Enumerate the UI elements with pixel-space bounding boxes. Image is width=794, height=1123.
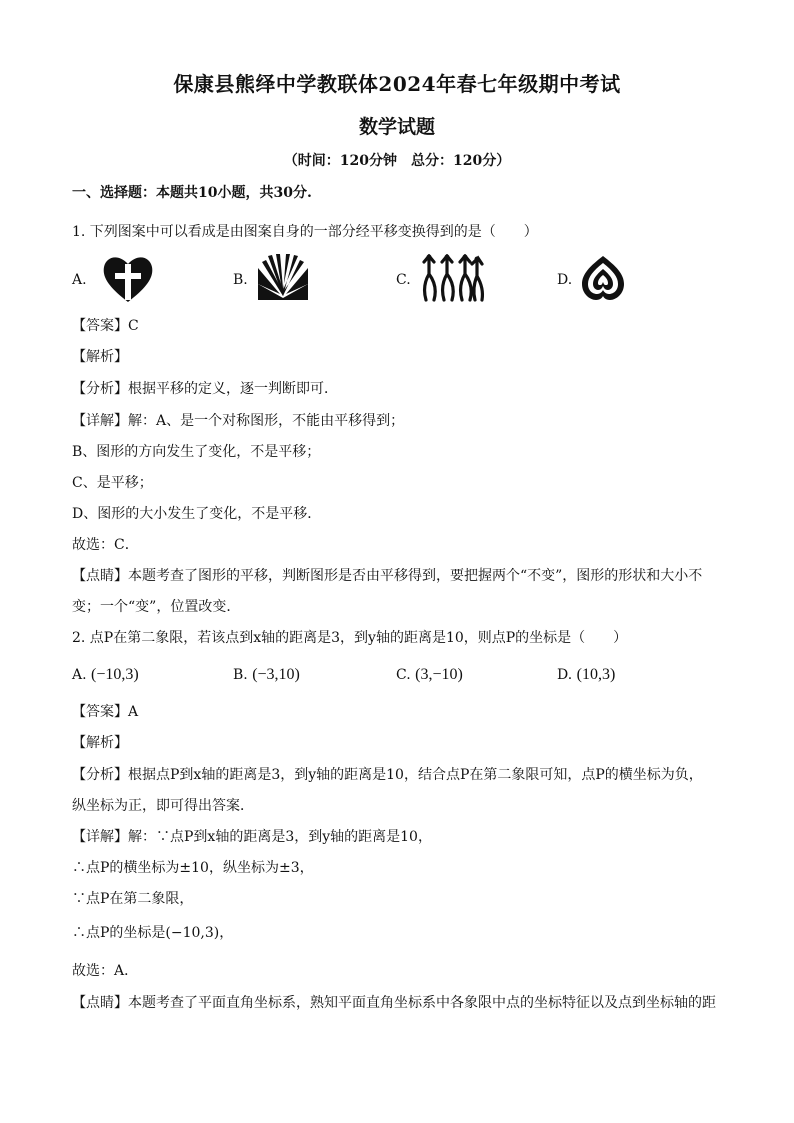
- q1-comment-line: 变；一个“变”，位置改变．: [72, 599, 241, 615]
- q2-option-a-label: A.: [72, 667, 87, 683]
- q2-analysis-heading: 【解析】: [72, 735, 128, 751]
- q1-detail-line: C、是平移；: [72, 475, 153, 491]
- q2-option-d: [557, 666, 615, 684]
- q1-detail-line: 【详解】解：A、是一个对称图形，不能由平移得到；: [72, 413, 405, 429]
- q1-option-c-label: C.: [396, 272, 411, 288]
- q1-option-a-label: A.: [72, 272, 87, 288]
- q2-stem: 2. 点P在第二象限，若该点到x轴的距离是3，到y轴的距离是10，则点P的坐标是（ ）: [72, 630, 628, 646]
- dancers-icon: [420, 254, 486, 304]
- q2-answer: 【答案】A: [72, 704, 139, 720]
- q2-option-b: [233, 666, 300, 684]
- q2-detail-line: ∵点P在第二象限，: [72, 891, 194, 907]
- q2-detail-line: 故选：A．: [72, 963, 139, 979]
- exam-title: 保康县熊绎中学教联体2024年春七年级期中考试: [173, 72, 621, 96]
- q2-option-c-value: (3,−10): [415, 666, 463, 683]
- q2-option-c-label: C.: [396, 667, 411, 683]
- q2-detail-line: ∴点P的横坐标为±10，纵坐标为±3，: [72, 860, 314, 876]
- exam-meta: （时间：120分钟 总分：120分）: [283, 153, 511, 169]
- q1-detail-line: 故选：C．: [72, 537, 139, 553]
- q2-option-b-value: (−3,10): [252, 666, 300, 683]
- q2-option-d-value: (10,3): [576, 666, 616, 683]
- q2-option-b-label: B.: [233, 667, 248, 683]
- q2-analysis-line: 【分析】根据点P到x轴的距离是3，到y轴的距离是10，结合点P在第二象限可知，点P的横坐标为负，: [72, 767, 703, 783]
- exam-subject: 数学试题: [358, 116, 435, 138]
- q1-comment-line: 【点睛】本题考查了图形的平移，判断图形是否由平移得到，要把握两个“不变”，图形的形状和大小不: [72, 568, 703, 584]
- q2-option-a-value: (−10,3): [91, 666, 139, 683]
- q1-analysis-heading: 【解析】: [72, 349, 128, 365]
- q1-detail-line: B、图形的方向发生了变化，不是平移；: [72, 444, 321, 460]
- q1-analysis: 【分析】根据平移的定义，逐一判断即可．: [72, 381, 338, 397]
- q2-analysis-line: 纵坐标为正，即可得出答案．: [72, 798, 254, 814]
- q2-option-a: [72, 666, 139, 684]
- q1-option-d-label: D.: [557, 272, 573, 288]
- q1-answer: 【答案】C: [72, 318, 139, 334]
- q2-comment-line: 【点睛】本题考查了平面直角坐标系，熟知平面直角坐标系中各象限中点的坐标特征以及点到坐标轴的距: [72, 995, 716, 1011]
- q1-detail-line: D、图形的大小发生了变化，不是平移．: [72, 506, 322, 522]
- heart-cross-icon: [102, 254, 154, 304]
- q1-stem: 1. 下列图案中可以看成是由图案自身的一部分经平移变换得到的是（ ）: [72, 224, 538, 240]
- q2-option-d-label: D.: [557, 667, 573, 683]
- q2-detail-line: 【详解】解：∵点P到x轴的距离是3，到y轴的距离是10，: [72, 829, 432, 845]
- q2-option-c: [396, 666, 463, 684]
- q1-option-b-label: B.: [233, 272, 248, 288]
- fan-book-icon: [256, 254, 310, 302]
- q2-detail-line: ∴点P的坐标是(−10,3)，: [72, 925, 234, 941]
- section-heading: 一、选择题：本题共10小题，共30分.: [72, 185, 312, 201]
- nested-heart-icon: [580, 254, 626, 302]
